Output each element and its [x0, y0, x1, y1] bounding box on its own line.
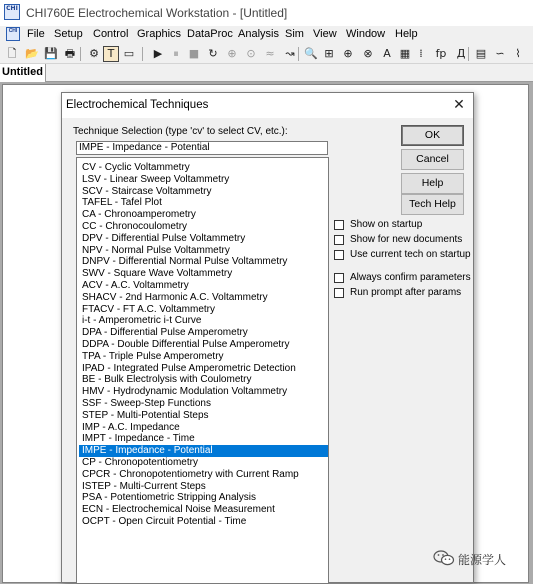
technique-item[interactable]: DPA - Differential Pulse Amperometry [82, 327, 248, 339]
menu-control[interactable]: Control [93, 28, 129, 40]
technique-listbox[interactable] [76, 157, 329, 584]
color-icon[interactable]: ▦ [399, 47, 411, 60]
document-tab-bar [0, 64, 533, 82]
technique-item[interactable]: DPV - Differential Pulse Voltammetry [82, 232, 246, 244]
technique-item[interactable]: i-t - Amperometric i-t Curve [82, 315, 202, 327]
technique-selection-field[interactable]: IMPE - Impedance - Potential [76, 141, 328, 155]
overlay-icon[interactable]: ⊕ [343, 47, 353, 60]
menu-setup[interactable]: Setup [54, 28, 83, 40]
document-system-icon[interactable]: CHI [6, 27, 20, 41]
watermark-text: 能源学人 [458, 553, 507, 567]
close-icon[interactable]: ✕ [453, 97, 465, 113]
technique-item[interactable]: IMPE - Impedance - Potential [79, 445, 328, 457]
ir-comp-icon[interactable]: ⊕ [227, 47, 237, 60]
menu-analysis[interactable]: Analysis [238, 28, 279, 40]
save-icon[interactable]: 💾 [44, 47, 58, 60]
menu-window[interactable]: Window [346, 28, 386, 40]
menu-view[interactable]: View [313, 28, 337, 40]
technique-item[interactable]: OCPT - Open Circuit Potential - Time [82, 516, 247, 527]
technique-item[interactable]: CV - Cyclic Voltammetry [82, 162, 190, 173]
menu-graphics[interactable]: Graphics [137, 28, 182, 40]
menu-dataproc[interactable]: DataProc [187, 28, 233, 40]
rotator-icon[interactable]: ↝ [285, 47, 295, 60]
reverse-scan-icon[interactable]: ↻ [208, 47, 218, 60]
parameters-icon[interactable]: ▭ [123, 47, 135, 60]
cancel-button[interactable]: Cancel [401, 149, 464, 170]
technique-item[interactable]: CP - Chronopotentiometry [82, 457, 198, 468]
technique-item[interactable]: NPV - Normal Pulse Voltammetry [82, 244, 230, 256]
technique-item[interactable]: ISTEP - Multi-Current Steps [82, 480, 206, 492]
technique-item[interactable]: ECN - Electrochemical Noise Measurement [82, 504, 275, 516]
tech-help-button[interactable]: Tech Help [401, 194, 464, 215]
wechat-icon [433, 550, 455, 566]
new-file-icon[interactable]: 🗋 [7, 47, 17, 60]
menu-help[interactable]: Help [395, 28, 418, 40]
derivative-icon[interactable]: ⌇ [515, 47, 521, 60]
menu-bar [0, 26, 533, 44]
technique-icon[interactable]: T [103, 46, 119, 62]
fp-icon[interactable]: fp [435, 47, 447, 60]
technique-item[interactable]: IMPT - Impedance - Time [82, 433, 195, 445]
checkbox-box[interactable] [334, 235, 344, 245]
print-icon[interactable]: 🖶 [64, 47, 76, 60]
technique-item[interactable]: ACV - A.C. Voltammetry [82, 280, 189, 291]
peak-icon[interactable]: Д [456, 47, 466, 60]
checkbox-label: Use current tech on startup [350, 249, 471, 260]
window-title: CHI760E Electrochemical Workstation - [Untitled] [26, 6, 288, 20]
cell-icon[interactable]: ⊙ [246, 47, 256, 60]
checkbox-label: Run prompt after params [350, 287, 462, 298]
technique-item[interactable]: TAFEL - Tafel Plot [82, 197, 162, 209]
open-folder-icon[interactable]: 📂 [25, 47, 39, 60]
technique-item[interactable]: TPA - Triple Pulse Amperometry [82, 350, 224, 362]
toolbar-separator [468, 47, 469, 61]
add-data-icon[interactable]: ⊗ [363, 47, 373, 60]
table-icon[interactable]: ▤ [475, 47, 487, 60]
help-button[interactable]: Help [401, 173, 464, 194]
technique-item[interactable]: CC - Chronocoulometry [82, 221, 188, 232]
technique-item[interactable]: SCV - Staircase Voltammetry [82, 185, 212, 197]
filter-icon[interactable]: ≈ [265, 47, 275, 60]
toolbar-separator [142, 47, 143, 61]
technique-item[interactable]: BE - Bulk Electrolysis with Coulometry [82, 374, 252, 386]
menu-file[interactable]: File [27, 28, 45, 40]
pause-icon[interactable]: ⏸ [173, 47, 179, 60]
technique-item[interactable]: FTACV - FT A.C. Voltammetry [82, 303, 215, 315]
dot-icon[interactable]: ⁞ [419, 47, 423, 60]
smooth-icon[interactable]: ∽ [495, 47, 505, 60]
technique-item[interactable]: STEP - Multi-Potential Steps [82, 409, 209, 421]
dialog-titlebar[interactable] [62, 93, 473, 118]
technique-item[interactable]: DNPV - Differential Normal Pulse Voltammetry [82, 256, 288, 268]
technique-item[interactable]: PSA - Potentiometric Stripping Analysis [82, 492, 256, 504]
run-icon[interactable]: ▶ [153, 47, 163, 60]
checkbox-label: Show for new documents [350, 234, 463, 245]
technique-item[interactable]: CPCR - Chronopotentiometry with Current Ramp [82, 468, 299, 480]
technique-item[interactable]: IPAD - Integrated Pulse Amperometric Detection [82, 362, 296, 374]
checkbox-box[interactable] [334, 273, 344, 283]
stop-icon[interactable]: ■ [188, 47, 200, 60]
tab-untitled[interactable]: Untitled [0, 64, 46, 82]
toolbar-separator [298, 47, 299, 61]
technique-item[interactable]: IMP - A.C. Impedance [82, 421, 180, 433]
toolbar-separator [80, 47, 81, 61]
graph-icon[interactable]: ⊞ [324, 47, 334, 60]
menu-sim[interactable]: Sim [285, 28, 304, 40]
system-icon[interactable]: ⚙ [89, 47, 99, 60]
technique-item[interactable]: SWV - Square Wave Voltammetry [82, 268, 233, 280]
techniques-dialog [61, 92, 474, 583]
zoom-icon[interactable]: 🔍 [304, 47, 318, 60]
technique-selection-label: Technique Selection (type 'cv' to select CV, etc.): [73, 126, 288, 137]
app-icon: CHI [4, 4, 20, 20]
ok-button[interactable]: OK [401, 125, 464, 146]
checkbox-label: Always confirm parameters [350, 272, 471, 283]
technique-item[interactable]: CA - Chronoamperometry [82, 209, 196, 221]
technique-item[interactable]: HMV - Hydrodynamic Modulation Voltammetry [82, 386, 288, 398]
technique-item[interactable]: LSV - Linear Sweep Voltammetry [82, 173, 230, 185]
checkbox-box[interactable] [334, 250, 344, 260]
technique-item[interactable]: SHACV - 2nd Harmonic A.C. Voltammetry [82, 291, 268, 303]
checkbox-label: Show on startup [350, 219, 423, 230]
font-icon[interactable]: A [383, 47, 391, 60]
dialog-title: Electrochemical Techniques [66, 99, 209, 111]
checkbox-box[interactable] [334, 288, 344, 298]
technique-item[interactable]: SSF - Sweep-Step Functions [82, 398, 211, 409]
toolbar [0, 44, 533, 64]
technique-item[interactable]: DDPA - Double Differential Pulse Amperometry [82, 339, 290, 350]
window-titlebar[interactable] [0, 0, 533, 26]
checkbox-box[interactable] [334, 220, 344, 230]
